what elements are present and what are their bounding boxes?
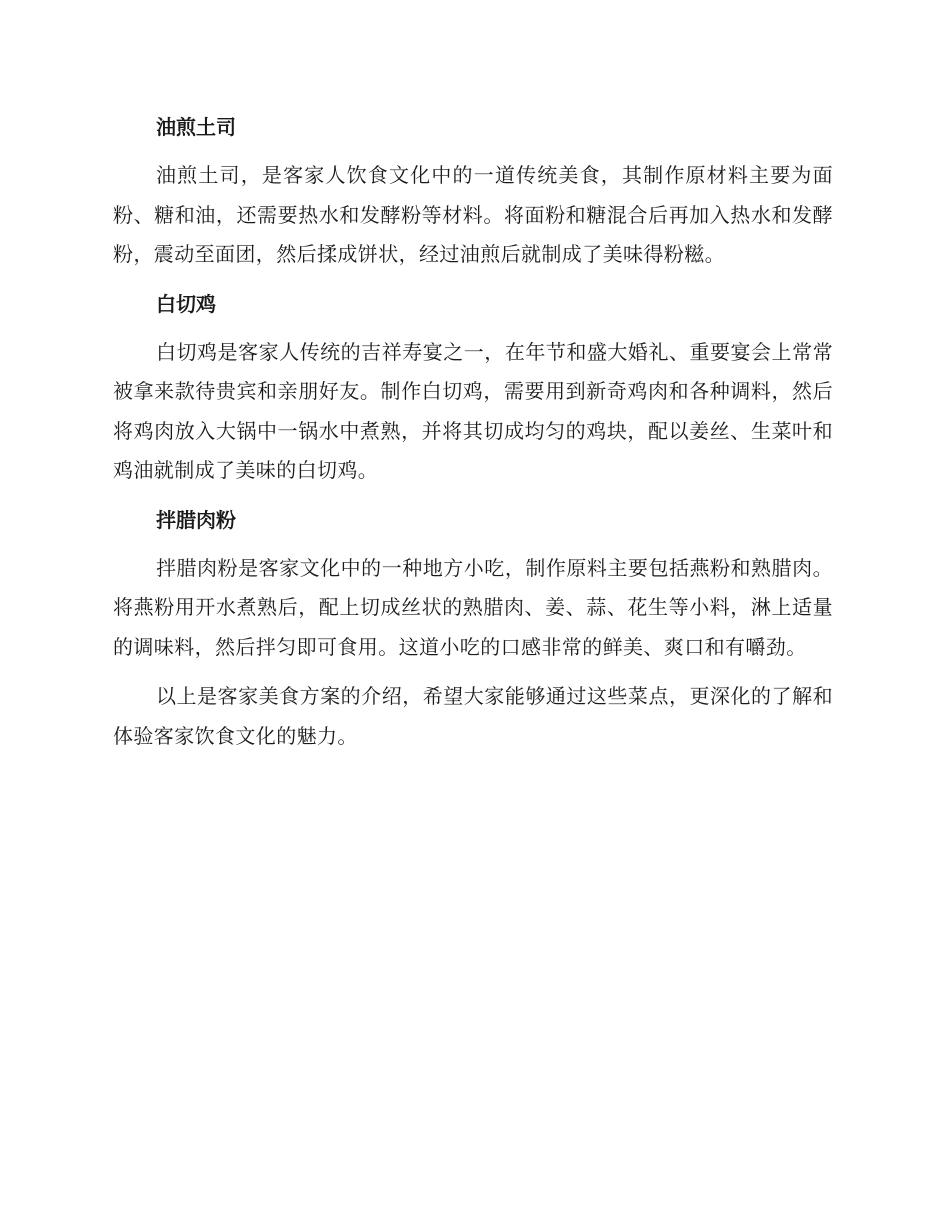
section-heading-baiqie-ji: 白切鸡	[156, 291, 216, 316]
section-heading-banla-roufen: 拌腊肉粉	[156, 507, 236, 532]
conclusion-paragraph: 以上是客家美食方案的介绍，希望大家能够通过这些菜点，更深化的了解和体验客家饮食文化的魅力。	[113, 684, 833, 748]
document-page	[113, 108, 833, 766]
section-paragraph-baiqie-ji: 白切鸡是客家人传统的吉祥寿宴之一，在年节和盛大婚礼、重要宴会上常常被拿来款待贵宾和亲朋好友。制作白切鸡，需要用到新奇鸡肉和各种调料，然后将鸡肉放入大锅中一锅水中煮熟，并将其切成均匀的鸡块，配以姜丝、生菜叶和鸡油就制成了美味的白切鸡。	[113, 339, 833, 482]
section-paragraph-banla-roufen: 拌腊肉粉是客家文化中的一种地方小吃，制作原料主要包括燕粉和熟腊肉。将燕粉用开水煮熟后，配上切成丝状的熟腊肉、姜、蒜、花生等小料，淋上适量的调味料，然后拌匀即可食用。这道小吃的口感非常的鲜美、爽口和有嚼劲。	[113, 555, 833, 659]
section-heading-youjian-tusi: 油煎土司	[156, 115, 236, 139]
section-paragraph-youjian-tusi: 油煎土司，是客家人饮食文化中的一道传统美食，其制作原材料主要为面粉、糖和油，还需要热水和发酵粉等材料。将面粉和糖混合后再加入热水和发酵粉，震动至面团，然后揉成饼状，经过油煎后就制成了美味得粉糍。	[113, 163, 833, 266]
